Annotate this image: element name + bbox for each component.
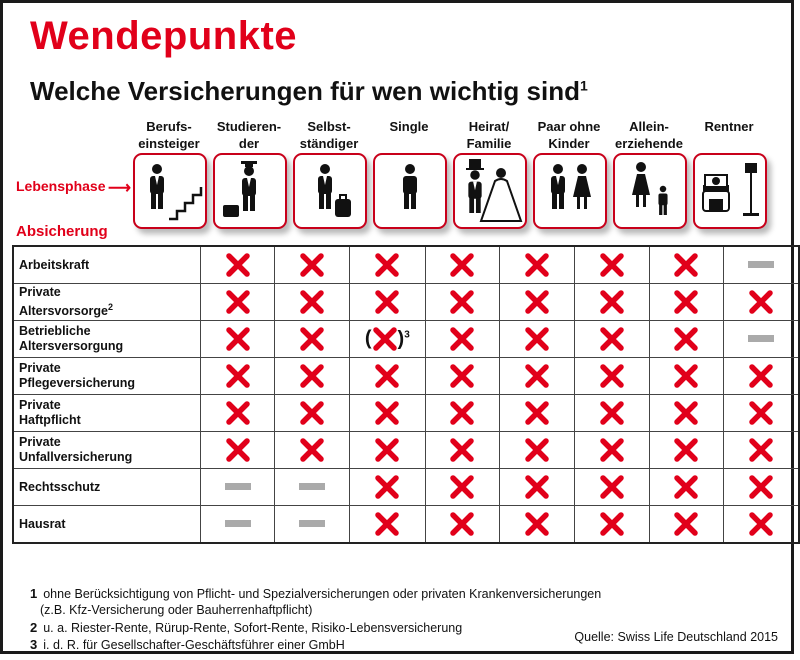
table-cell — [500, 432, 575, 469]
table-cell — [275, 506, 350, 544]
cross-icon — [372, 326, 398, 352]
column-header: Single — [389, 119, 429, 134]
table-cell — [574, 321, 649, 358]
table-cell — [275, 246, 350, 284]
table-cell — [649, 469, 724, 506]
cross-icon — [524, 252, 550, 278]
row-label: Betriebliche Altersversorgung — [13, 321, 200, 358]
table-cell — [275, 432, 350, 469]
column-header: Selbst- ständiger — [299, 119, 359, 151]
footnote-2: 2 u. a. Riester-Rente, Rürup-Rente, Sofort-Rente, Risiko-Lebensversicherung — [30, 620, 463, 635]
cross-icon — [225, 437, 251, 463]
cross-icon — [449, 474, 475, 500]
cross-icon — [225, 289, 251, 315]
cross-icon — [374, 289, 400, 315]
table-cell — [574, 395, 649, 432]
cross-icon — [599, 474, 625, 500]
table-cell — [649, 432, 724, 469]
table-cell — [500, 395, 575, 432]
table-cell — [425, 284, 500, 321]
dash-icon — [299, 520, 325, 527]
cross-icon — [374, 400, 400, 426]
table-cell — [500, 321, 575, 358]
table-cell — [649, 506, 724, 544]
table-cell — [200, 506, 275, 544]
table-cell — [425, 395, 500, 432]
cross-icon — [748, 289, 774, 315]
table-cell — [724, 395, 799, 432]
cross-icon — [748, 437, 774, 463]
table-cell — [200, 432, 275, 469]
absicherung-label: Absicherung — [16, 223, 108, 240]
cross-icon — [524, 511, 550, 537]
table-cell — [574, 506, 649, 544]
column-header: Studieren- der — [216, 119, 282, 151]
cross-icon — [449, 326, 475, 352]
table-cell — [275, 395, 350, 432]
cross-icon — [673, 400, 699, 426]
table-cell — [350, 358, 425, 395]
row-label: Private Pflegeversicherung — [13, 358, 200, 395]
cross-icon — [599, 363, 625, 389]
footnote-3: 3 i. d. R. für Gesellschafter-Geschäftsführer einer GmbH — [30, 637, 345, 652]
table-cell — [200, 321, 275, 358]
dash-icon — [299, 483, 325, 490]
insurance-table — [12, 245, 800, 544]
table-cell — [500, 358, 575, 395]
table-cell — [275, 469, 350, 506]
student-graduate-icon — [213, 153, 287, 229]
table-cell — [425, 358, 500, 395]
cross-icon — [299, 437, 325, 463]
table-cell — [200, 469, 275, 506]
cross-icon — [599, 400, 625, 426]
row-label: Private Unfallversicherung — [13, 432, 200, 469]
cross-icon — [449, 252, 475, 278]
lebensphase-label: Lebensphase — [16, 178, 106, 194]
table-row — [13, 469, 799, 506]
table-cell — [500, 246, 575, 284]
cross-icon — [673, 511, 699, 537]
cross-icon — [225, 252, 251, 278]
cross-icon — [299, 400, 325, 426]
retiree-armchair-icon — [693, 153, 767, 229]
table-cell — [350, 284, 425, 321]
table-cell — [724, 358, 799, 395]
table-cell — [200, 284, 275, 321]
table-cell — [724, 246, 799, 284]
cross-icon — [299, 289, 325, 315]
dash-icon — [748, 335, 774, 342]
page-subtitle: Welche Versicherungen für wen wichtig sind$^1$ — [30, 76, 588, 106]
table-cell — [425, 432, 500, 469]
table-cell — [649, 395, 724, 432]
cross-icon — [673, 474, 699, 500]
cross-icon — [299, 326, 325, 352]
cross-icon — [748, 511, 774, 537]
cross-icon — [673, 252, 699, 278]
cross-icon — [449, 363, 475, 389]
column-header: Heirat/ Familie — [466, 119, 512, 151]
cross-icon — [225, 363, 251, 389]
cross-icon — [449, 437, 475, 463]
cross-icon — [449, 289, 475, 315]
cross-icon — [524, 363, 550, 389]
table-cell — [574, 246, 649, 284]
table-row — [13, 321, 799, 358]
table-cell — [724, 284, 799, 321]
row-label: Arbeitskraft — [13, 246, 200, 284]
cross-icon — [599, 252, 625, 278]
table-cell — [350, 395, 425, 432]
table-row — [13, 395, 799, 432]
cross-icon — [299, 363, 325, 389]
table-cell — [724, 321, 799, 358]
table-cell — [275, 321, 350, 358]
row-label: Private Altersvorsorge$^2$ — [13, 284, 200, 321]
cross-icon — [673, 326, 699, 352]
cross-icon — [748, 474, 774, 500]
cross-icon — [524, 400, 550, 426]
column-header: Allein- erziehende — [615, 119, 683, 151]
column-header: Berufs- einsteiger — [138, 119, 200, 151]
cross-icon — [599, 437, 625, 463]
cross-icon — [748, 363, 774, 389]
footnote-1: 1 ohne Berücksichtigung von Pflicht- und Spezialversicherungen oder privaten Krankenversicherungen — [30, 586, 602, 601]
cross-icon — [599, 511, 625, 537]
cross-icon — [599, 289, 625, 315]
cross-icon — [748, 400, 774, 426]
table-cell — [724, 432, 799, 469]
cross-icon — [299, 252, 325, 278]
table-cell — [350, 246, 425, 284]
page-title: Wendepunkte — [30, 14, 298, 58]
table-cell — [350, 506, 425, 544]
table-cell — [500, 284, 575, 321]
table-cell — [649, 321, 724, 358]
table-cell — [574, 284, 649, 321]
cross-icon — [673, 289, 699, 315]
single-parent-child-icon — [613, 153, 687, 229]
table-cell — [574, 358, 649, 395]
table-cell — [649, 358, 724, 395]
cross-icon — [225, 400, 251, 426]
cross-icon — [599, 326, 625, 352]
cross-icon — [673, 437, 699, 463]
table-cell — [649, 246, 724, 284]
cross-icon — [449, 400, 475, 426]
table-row — [13, 506, 799, 544]
table-cell — [425, 506, 500, 544]
table-cell — [275, 284, 350, 321]
single-person-icon — [373, 153, 447, 229]
cross-icon — [524, 437, 550, 463]
arrow-right-icon: ⟶ — [108, 180, 131, 197]
table-cell — [574, 432, 649, 469]
self-employed-suitcase-icon — [293, 153, 367, 229]
column-header: Rentner — [704, 119, 754, 134]
table-cell — [200, 358, 275, 395]
table-cell — [425, 469, 500, 506]
cross-icon — [524, 474, 550, 500]
column-header: Paar ohne Kinder — [537, 119, 601, 151]
table-row — [13, 358, 799, 395]
dash-icon — [748, 261, 774, 268]
row-label: Private Haftpflicht — [13, 395, 200, 432]
cross-icon — [225, 326, 251, 352]
cross-icon — [374, 511, 400, 537]
table-cell — [275, 358, 350, 395]
cross-icon — [374, 363, 400, 389]
career-starter-stairs-icon — [133, 153, 207, 229]
table-cell — [500, 506, 575, 544]
wedding-couple-icon — [453, 153, 527, 229]
table-row — [13, 246, 799, 284]
table-cell: ( )$^3$ — [350, 321, 425, 358]
row-label: Hausrat — [13, 506, 200, 544]
dash-icon — [225, 520, 251, 527]
table-cell — [500, 469, 575, 506]
cross-icon — [374, 252, 400, 278]
table-row — [13, 432, 799, 469]
cross-icon — [374, 437, 400, 463]
table-cell — [350, 432, 425, 469]
table-cell — [200, 395, 275, 432]
couple-icon — [533, 153, 607, 229]
table-cell — [350, 469, 425, 506]
footnote-1-cont: (z.B. Kfz-Versicherung oder Bauherrenhaftpflicht) — [40, 603, 313, 617]
source-credit: Quelle: Swiss Life Deutschland 2015 — [574, 630, 778, 644]
table-cell — [425, 246, 500, 284]
cross-icon — [449, 511, 475, 537]
cross-icon — [374, 474, 400, 500]
cross-icon — [673, 363, 699, 389]
cross-icon — [524, 326, 550, 352]
dash-icon — [225, 483, 251, 490]
table-cell — [425, 321, 500, 358]
row-label: Rechtsschutz — [13, 469, 200, 506]
table-cell — [724, 469, 799, 506]
table-cell — [200, 246, 275, 284]
cross-icon — [524, 289, 550, 315]
table-cell — [724, 506, 799, 544]
table-cell — [574, 469, 649, 506]
table-cell — [649, 284, 724, 321]
table-row — [13, 284, 799, 321]
